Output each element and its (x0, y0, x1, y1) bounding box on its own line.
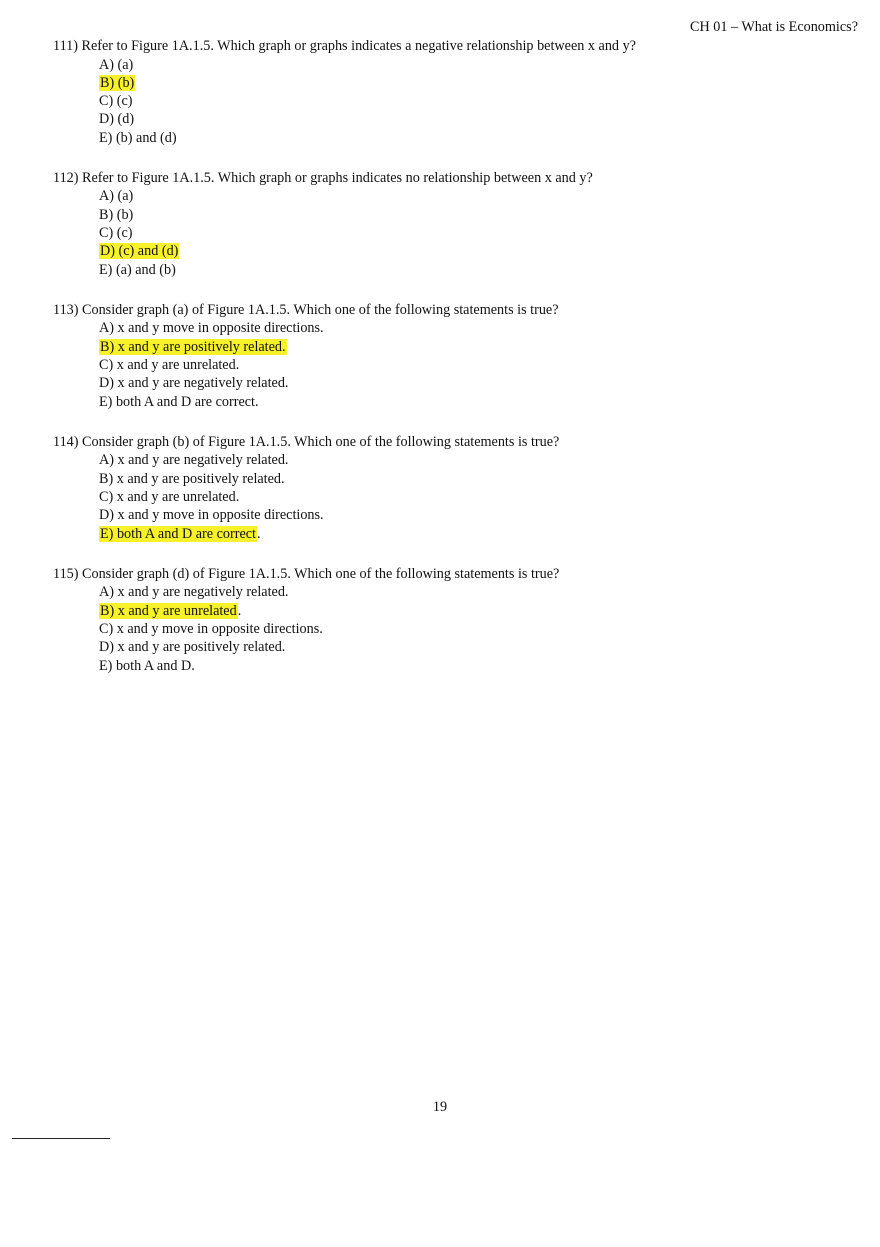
option-text: C) (c) (99, 225, 133, 242)
option-text: D) x and y move in opposite directions. (99, 507, 324, 524)
highlighted-answer: B) x and y are unrelated (100, 602, 237, 619)
option-b (99, 74, 853, 92)
option-text: D) x and y are negatively related. (99, 375, 289, 392)
option-text: B) x and y are positively related. (99, 470, 285, 487)
option-b (99, 206, 853, 224)
option-e (99, 261, 853, 279)
option-e (99, 129, 853, 147)
option-text: C) x and y are unrelated. (99, 357, 240, 374)
option-text: C) x and y are unrelated. (99, 489, 240, 506)
option-text: A) x and y move in opposite directions. (99, 320, 324, 337)
question-stem: 112) Refer to Figure 1A.1.5. Which graph or graphs indicates no relationship between x and y? (53, 169, 593, 186)
question-stem: 115) Consider graph (d) of Figure 1A.1.5. Which one of the following statements is true? (53, 565, 560, 582)
option-text: A) x and y are negatively related. (99, 452, 289, 469)
question-112 (53, 169, 853, 279)
option-list (99, 451, 853, 542)
option-d (99, 242, 853, 260)
option-list (99, 56, 853, 147)
option-a (99, 583, 853, 601)
option-list (99, 319, 853, 410)
trailing-period: . (257, 525, 261, 542)
highlighted-answer: E) both A and D are correct (100, 525, 256, 542)
option-text: E) (b) and (d) (99, 129, 177, 146)
option-text: B) (b) (99, 206, 134, 223)
option-text: E) both A and D. (99, 657, 195, 674)
question-stem: 114) Consider graph (b) of Figure 1A.1.5. Which one of the following statements is true? (53, 433, 560, 450)
option-text: D) (d) (99, 111, 135, 128)
page-number: 19 (432, 1099, 448, 1115)
option-d (99, 110, 853, 128)
option-text: C) x and y move in opposite directions. (99, 621, 323, 638)
option-e (99, 393, 853, 411)
question-115 (53, 565, 853, 675)
option-c (99, 92, 853, 110)
question-stem: 113) Consider graph (a) of Figure 1A.1.5. Which one of the following statements is true? (53, 301, 559, 318)
option-a (99, 187, 853, 205)
option-c (99, 356, 853, 374)
question-114 (53, 433, 853, 543)
footnote-divider (12, 1138, 110, 1139)
option-text: A) (a) (99, 188, 134, 205)
option-c (99, 224, 853, 242)
highlighted-answer: B) (b) (100, 74, 135, 91)
option-b (99, 338, 853, 356)
option-text: D) x and y are positively related. (99, 639, 286, 656)
option-a (99, 451, 853, 469)
option-text: E) both A and D are correct. (99, 393, 259, 410)
question-stem: 111) Refer to Figure 1A.1.5. Which graph or graphs indicates a negative relationship between x and y? (53, 38, 636, 54)
question-113 (53, 301, 853, 411)
option-text: E) (a) and (b) (99, 261, 176, 278)
option-list (99, 583, 853, 674)
option-c (99, 488, 853, 506)
option-c (99, 620, 853, 638)
option-b (99, 470, 853, 488)
option-a (99, 56, 853, 74)
trailing-period: . (237, 602, 242, 619)
option-text: A) x and y are negatively related. (99, 584, 289, 601)
option-a (99, 319, 853, 337)
option-e (99, 657, 853, 675)
option-d (99, 506, 853, 524)
option-list (99, 187, 853, 278)
highlighted-answer: D) (c) and (d) (100, 243, 179, 260)
option-d (99, 638, 853, 656)
question-list (53, 37, 853, 697)
highlighted-answer: B) x and y are positively related. (100, 338, 286, 355)
option-text: A) (a) (99, 56, 134, 73)
option-b (99, 602, 853, 620)
running-header: CH 01 – What is Economics? (690, 19, 858, 35)
option-text: C) (c) (99, 93, 133, 110)
question-111 (53, 37, 853, 147)
option-d (99, 374, 853, 392)
option-e (99, 525, 853, 543)
